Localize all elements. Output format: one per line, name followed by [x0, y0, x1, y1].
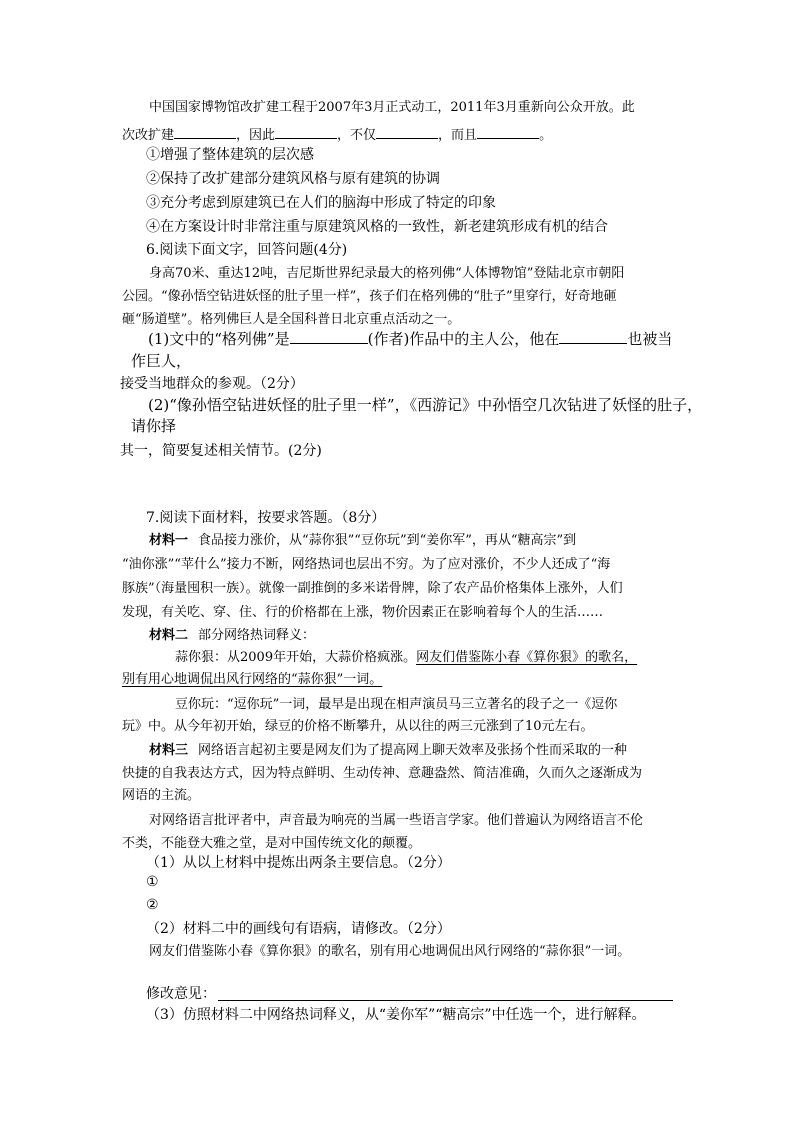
q6-s1-text: 也被当 — [627, 330, 673, 348]
q7-material3-line4: 对网络语言批评者中，声音最为响亮的当属一些语言学家。他们普遍认为网络语言不伦 — [149, 813, 644, 828]
q7-material1-line2: “油你涨”“苹什么”接力不断，网络热词也层出不穷。为了应对涨价，不少人还成了“海 — [122, 557, 611, 572]
q6-s1-text: (作者)作品中的主人公，他在 — [367, 330, 560, 348]
q6-s1-line2: 作巨人， — [131, 352, 192, 370]
q7-s2-fix-label: 修改意见： — [146, 986, 216, 1002]
q7-subquestion-3: （3）仿照材料二中网络热词释义，从“姜你军”“糖高宗”中任选一个，进行解释。 — [146, 1007, 646, 1023]
q7-material3-line2: 快捷的自我表达方式，因为特点鲜明、生动传神、意趣盎然、简洁准确，久而久之逐渐成为 — [122, 766, 643, 781]
q5-stem-text: ，因此 — [236, 128, 276, 143]
q6-s1-line3: 接受当地群众的参观。（2分） — [120, 376, 304, 392]
material-text: 蒜你狠：从2009年开始，大蒜价格疯涨。 — [175, 650, 417, 665]
q7-material3-line3: 网语的主流。 — [122, 788, 201, 803]
q5-option-4: ④在方案设计时非常注重与原建筑风格的一致性，新老建筑形成有机的结合 — [146, 219, 608, 235]
q7-title: 7.阅读下面材料，按要求答题。（8分） — [146, 510, 386, 526]
q7-material1-line3: 豚族”（海量囤积一族）。就像一副推倒的多米诺骨牌，除了农产品价格集体上涨外，人们 — [122, 581, 623, 596]
q6-subquestion-1 — [148, 331, 672, 347]
q6-subquestion-2: (2)“像孙悟空钻进妖怪的肚子里一样”，《西游记》中孙悟空几次钻进了妖怪的肚子， — [148, 396, 703, 414]
q6-s2-line3: 其一，简要复述相关情节。(2分) — [120, 443, 322, 459]
q7-s1-answer-1-label: ① — [146, 874, 159, 890]
q7-material3-line5: 不类，不能登大雅之堂，是对中国传统文化的颠覆。 — [122, 836, 422, 851]
underlined-sentence: 别有用心地调侃出风行网络的“蒜你狠”一词。 — [122, 672, 383, 687]
q7-subquestion-2: （2）材料二中的画线句有语病，请修改。（2分） — [146, 921, 451, 937]
q5-option-3: ③充分考虑到原建筑已在人们的脑海中形成了特定的印象 — [146, 195, 496, 211]
q6-passage-line2: 公园。“像孙悟空钻进妖怪的肚子里一样”，孩子们在格列佛的“肚子”里穿行，好奇地砸 — [122, 289, 617, 304]
revision-answer-line[interactable] — [218, 1000, 673, 1001]
material-text: 网络语言起初主要是网友们为了提高网上聊天效率及张扬个性而采取的一种 — [198, 743, 628, 758]
q7-material3-line1 — [149, 744, 627, 757]
material-label: 材料二 — [149, 628, 189, 643]
answer-blank[interactable] — [174, 126, 236, 139]
q7-material2-term1-line1 — [175, 651, 637, 664]
q6-title: 6.阅读下面文字，回答问题(4分) — [146, 242, 348, 258]
answer-blank[interactable] — [290, 331, 368, 344]
q5-option-1: ①增强了整体建筑的层次感 — [146, 147, 314, 163]
material-text: 食品接力涨价，从“蒜你狠”“豆你玩”到“姜你军”，再从“糖高宗”到 — [198, 533, 577, 548]
underlined-sentence: 网友们借鉴陈小春《算你狠》的歌名， — [416, 650, 638, 665]
q5-stem-text: 次改扩建 — [122, 128, 175, 143]
q7-material1-line1 — [149, 534, 576, 547]
q7-s1-answer-2-label: ② — [146, 897, 159, 913]
material-label: 材料三 — [149, 743, 189, 758]
answer-blank[interactable] — [376, 126, 438, 139]
q5-stem-line1: 中国国家博物馆改扩建工程于2007年3月正式动工，2011年3月重新向公众开放。此 — [149, 100, 635, 115]
q7-s2-quoted-sentence: 网友们借鉴陈小春《算你狠》的歌名，别有用心地调侃出风行网络的“蒜你狠”一词。 — [149, 944, 631, 959]
answer-blank[interactable] — [559, 331, 627, 344]
q7-material2-term2-line1: 豆你玩：“逗你玩”一词，最早是出现在相声演员马三立著名的段子之一《逗你 — [175, 697, 618, 712]
q5-stem-text: ，而且 — [438, 128, 478, 143]
answer-blank[interactable] — [477, 126, 539, 139]
q6-s2-line2: 请你择 — [131, 417, 177, 435]
q7-material1-line4: 发现，有关吃、穿、住、行的价格都在上涨，物价因素正在影响着每个人的生活…… — [122, 605, 604, 620]
q6-passage-line1: 身高70米、重达12吨，吉尼斯世界纪录最大的格列佛“人体博物馆”登陆北京市朝阳 — [149, 266, 625, 281]
q7-subquestion-1: （1）从以上材料中提炼出两条主要信息。（2分） — [146, 855, 451, 871]
q5-stem-line2 — [122, 126, 552, 142]
q5-stem-text: ，不仅 — [337, 128, 377, 143]
material-text: 部分网络热词释义： — [198, 628, 316, 643]
q7-material2-term2-line2: 玩》中。从今年初开始，绿豆的价格不断攀升，从以往的两三元涨到了10元左右。 — [122, 719, 594, 734]
q5-option-2: ②保持了改扩建部分建筑风格与原有建筑的协调 — [146, 171, 440, 187]
q7-material2-intro — [149, 629, 315, 642]
q6-s1-text: (1)文中的“格列佛”是 — [148, 330, 290, 348]
material-label: 材料一 — [149, 533, 189, 548]
q6-passage-line3: 砸“肠道壁”。格列佛巨人是全国科普日北京重点活动之一。 — [122, 312, 461, 327]
q5-stem-text: 。 — [539, 128, 553, 143]
answer-blank[interactable] — [275, 126, 337, 139]
